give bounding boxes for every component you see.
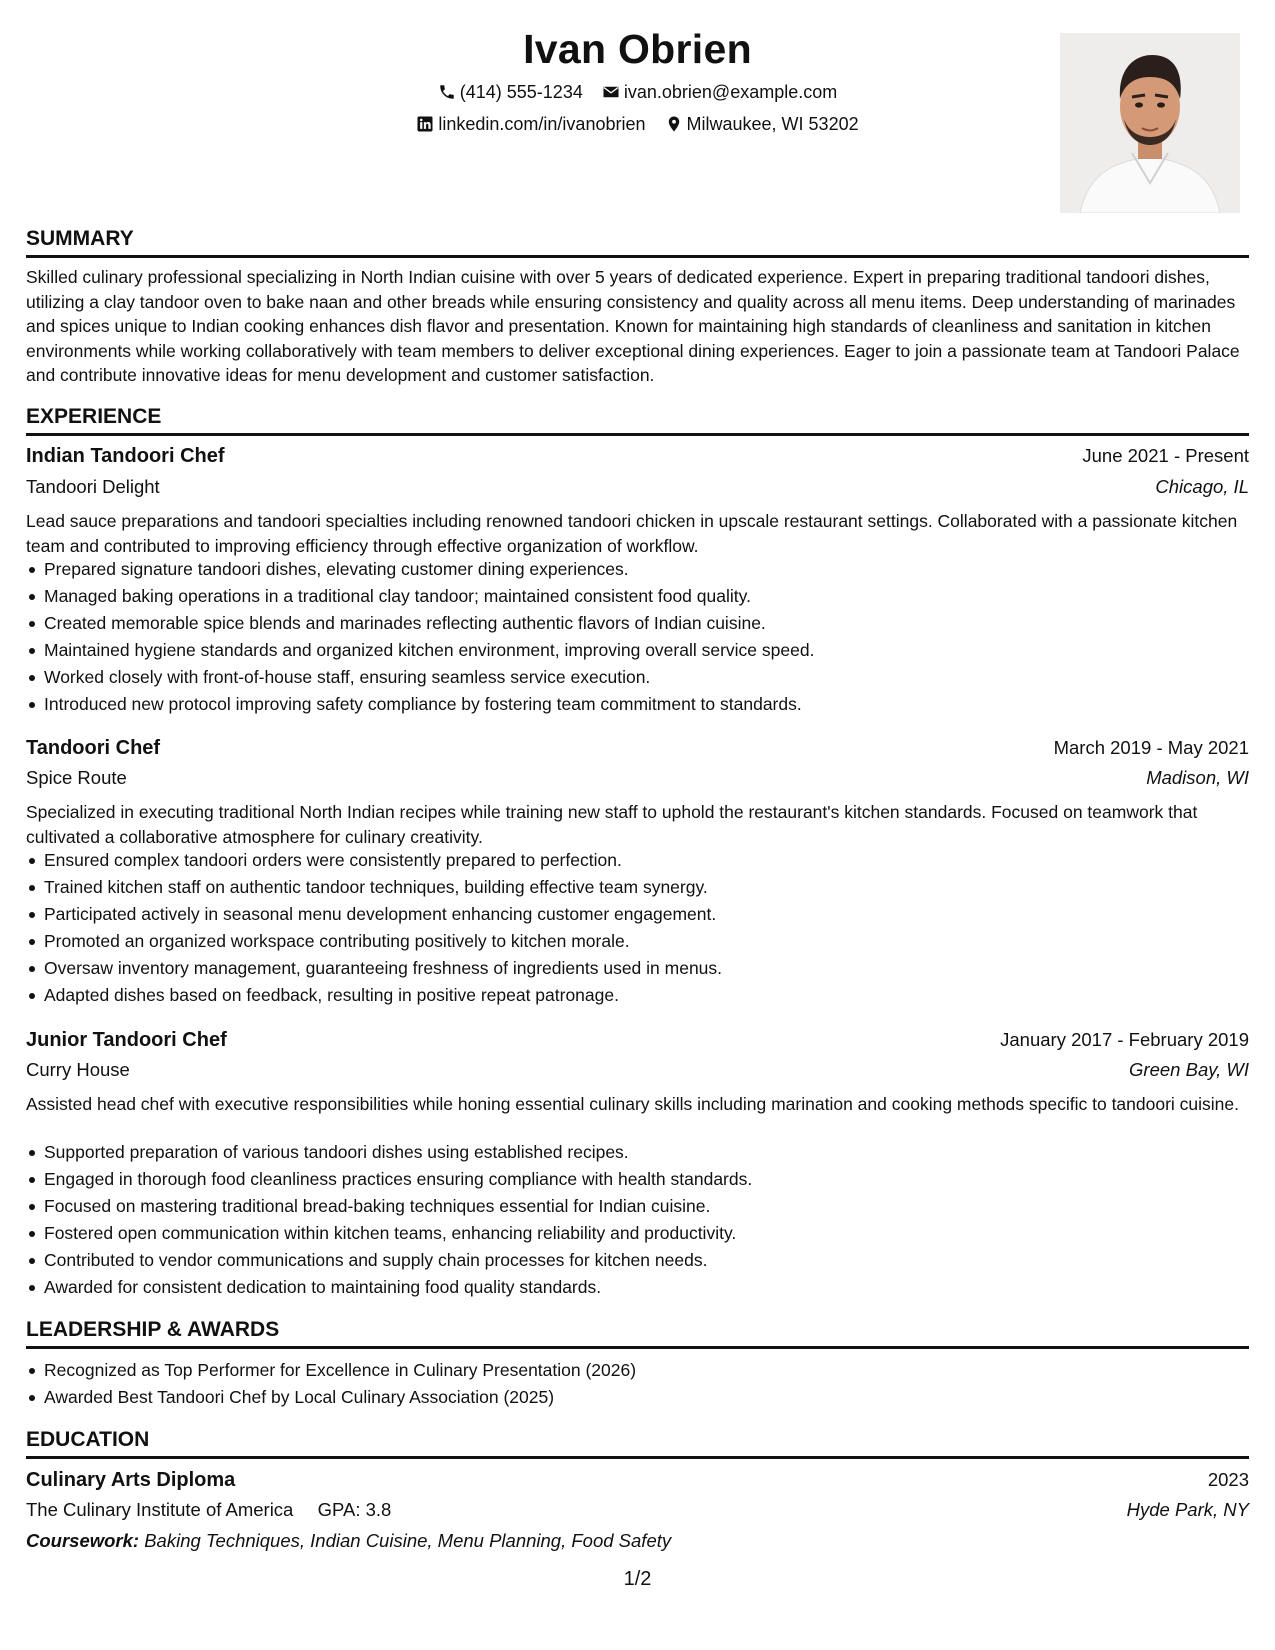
- job-1-header: [26, 443, 1249, 469]
- page-number: 1/2: [623, 1568, 652, 1590]
- email-contact[interactable]: [602, 80, 837, 104]
- phone-text: (414) 555-1234: [459, 82, 583, 102]
- gpa: GPA: 3.8: [317, 1499, 392, 1520]
- summary-text: Skilled culinary professional specializing in North Indian cuisine with over 5 years of dedicated experience. Expert in preparing traditional tandoori dishes, utilizing a clay tandoor oven to bake naan and other breads while ensuring consistency and quality across all menu items. Deep understanding of marinades and spices unique to Indian cooking enhances dish flavor and presentation. Known for maintaining high standards of cleanliness and sanitation in kitchen environments while working collaboratively with team members to deliver exceptional dining experiences. Eager to join a passionate team at Tandoori Palace and contribute innovative ideas for menu development and customer satisfaction.: [26, 267, 1240, 385]
- list-item: Managed baking operations in a traditional clay tandoor; maintained consistent food quality.: [44, 583, 1267, 610]
- job-1-company-row: [26, 474, 1249, 500]
- list-item: Prepared signature tandoori dishes, elevating customer dining experiences.: [44, 556, 1267, 583]
- job-location: Chicago, IL: [1155, 476, 1249, 497]
- list-item: Fostered open communication within kitchen teams, enhancing reliability and productivity.: [44, 1220, 1267, 1247]
- summary-heading: SUMMARY: [26, 225, 1249, 258]
- job-1-bullets: [26, 556, 1267, 718]
- coursework: [26, 1528, 671, 1554]
- list-item: Recognized as Top Performer for Excellence in Culinary Presentation (2026): [44, 1357, 1267, 1384]
- linkedin-contact[interactable]: [416, 112, 645, 136]
- education-school-row: [26, 1497, 1249, 1523]
- list-item: Engaged in thorough food cleanliness practices ensuring compliance with health standards.: [44, 1166, 1267, 1193]
- job-description: Assisted head chef with executive responsibilities while honing essential culinary skills including marination and cooking methods specific to tandoori cuisine.: [26, 1094, 1240, 1114]
- job-location: Green Bay, WI: [1129, 1059, 1249, 1080]
- job-location: Madison, WI: [1146, 767, 1249, 788]
- list-item: Promoted an organized workspace contributing positively to kitchen morale.: [44, 928, 1267, 955]
- location-text: Milwaukee, WI 53202: [686, 114, 859, 134]
- location-contact: [665, 112, 859, 136]
- map-pin-icon: [665, 115, 683, 133]
- list-item: Supported preparation of various tandoori dishes using established recipes.: [44, 1139, 1267, 1166]
- coursework-label: Coursework:: [26, 1530, 140, 1551]
- list-item: Oversaw inventory management, guaranteeing freshness of ingredients used in menus.: [44, 955, 1267, 982]
- coursework-list: Baking Techniques, Indian Cuisine, Menu Planning, Food Safety: [144, 1530, 672, 1551]
- envelope-icon: [602, 83, 620, 101]
- list-item: Trained kitchen staff on authentic tandoor techniques, building effective team synergy.: [44, 874, 1267, 901]
- awards-heading: LEADERSHIP & AWARDS: [26, 1316, 1249, 1349]
- list-item: Created memorable spice blends and marinades reflecting authentic flavors of Indian cuisine.: [44, 610, 1267, 637]
- list-item: Adapted dishes based on feedback, resulting in positive repeat patronage.: [44, 982, 1267, 1009]
- job-description: Lead sauce preparations and tandoori specialties including renowned tandoori chicken in upscale restaurant settings. Collaborated with a passionate kitchen team and contributed to improving efficiency through effective organization of workflow.: [26, 511, 1238, 556]
- profile-photo: [1060, 33, 1240, 213]
- graduation-year: 2023: [1207, 1469, 1249, 1490]
- job-title: Junior Tandoori Chef: [26, 1029, 227, 1051]
- job-title: Tandoori Chef: [26, 737, 161, 759]
- job-2-header: [26, 735, 1249, 761]
- company-name: Spice Route: [26, 767, 127, 788]
- phone-icon: [438, 83, 456, 101]
- company-name: Curry House: [26, 1059, 130, 1080]
- awards-list: [26, 1357, 1267, 1411]
- list-item: Contributed to vendor communications and supply chain processes for kitchen needs.: [44, 1247, 1267, 1274]
- school-location: Hyde Park, NY: [1126, 1499, 1249, 1520]
- job-3-header: [26, 1027, 1249, 1053]
- phone-contact: [438, 80, 583, 104]
- job-dates: January 2017 - February 2019: [1000, 1029, 1249, 1050]
- degree-name: Culinary Arts Diploma: [26, 1469, 236, 1491]
- linkedin-text[interactable]: linkedin.com/in/ivanobrien: [438, 114, 646, 134]
- job-2-bullets: [26, 847, 1267, 1009]
- job-2-company-row: [26, 765, 1249, 791]
- list-item: Awarded for consistent dedication to maintaining food quality standards.: [44, 1274, 1267, 1301]
- linkedin-icon: [416, 115, 434, 133]
- list-item: Maintained hygiene standards and organized kitchen environment, improving overall service speed.: [44, 637, 1267, 664]
- job-3-bullets: [26, 1139, 1267, 1301]
- list-item: Awarded Best Tandoori Chef by Local Culinary Association (2025): [44, 1384, 1267, 1411]
- experience-heading: EXPERIENCE: [26, 403, 1249, 436]
- education-header: [26, 1467, 1249, 1493]
- email-text[interactable]: ivan.obrien@example.com: [623, 82, 838, 102]
- list-item: Participated actively in seasonal menu development enhancing customer engagement.: [44, 901, 1267, 928]
- job-dates: June 2021 - Present: [1082, 445, 1249, 466]
- company-name: Tandoori Delight: [26, 476, 160, 497]
- resume-page: [26, 0, 1249, 1650]
- job-3-company-row: [26, 1057, 1249, 1083]
- list-item: Introduced new protocol improving safety compliance by fostering team commitment to standards.: [44, 691, 1267, 718]
- job-description: Specialized in executing traditional North Indian recipes while training new staff to uphold the restaurant's kitchen standards. Focused on teamwork that cultivated a collaborative atmosphere for culinary creativity.: [26, 802, 1198, 847]
- candidate-name: Ivan Obrien: [523, 26, 752, 72]
- school-info: [26, 1497, 391, 1523]
- school-name: The Culinary Institute of America: [26, 1499, 294, 1520]
- job-dates: March 2019 - May 2021: [1053, 737, 1249, 758]
- list-item: Ensured complex tandoori orders were consistently prepared to perfection.: [44, 847, 1267, 874]
- job-title: Indian Tandoori Chef: [26, 445, 225, 467]
- list-item: Worked closely with front-of-house staff, ensuring seamless service execution.: [44, 664, 1267, 691]
- education-heading: EDUCATION: [26, 1426, 1249, 1459]
- list-item: Focused on mastering traditional bread-baking techniques essential for Indian cuisine.: [44, 1193, 1267, 1220]
